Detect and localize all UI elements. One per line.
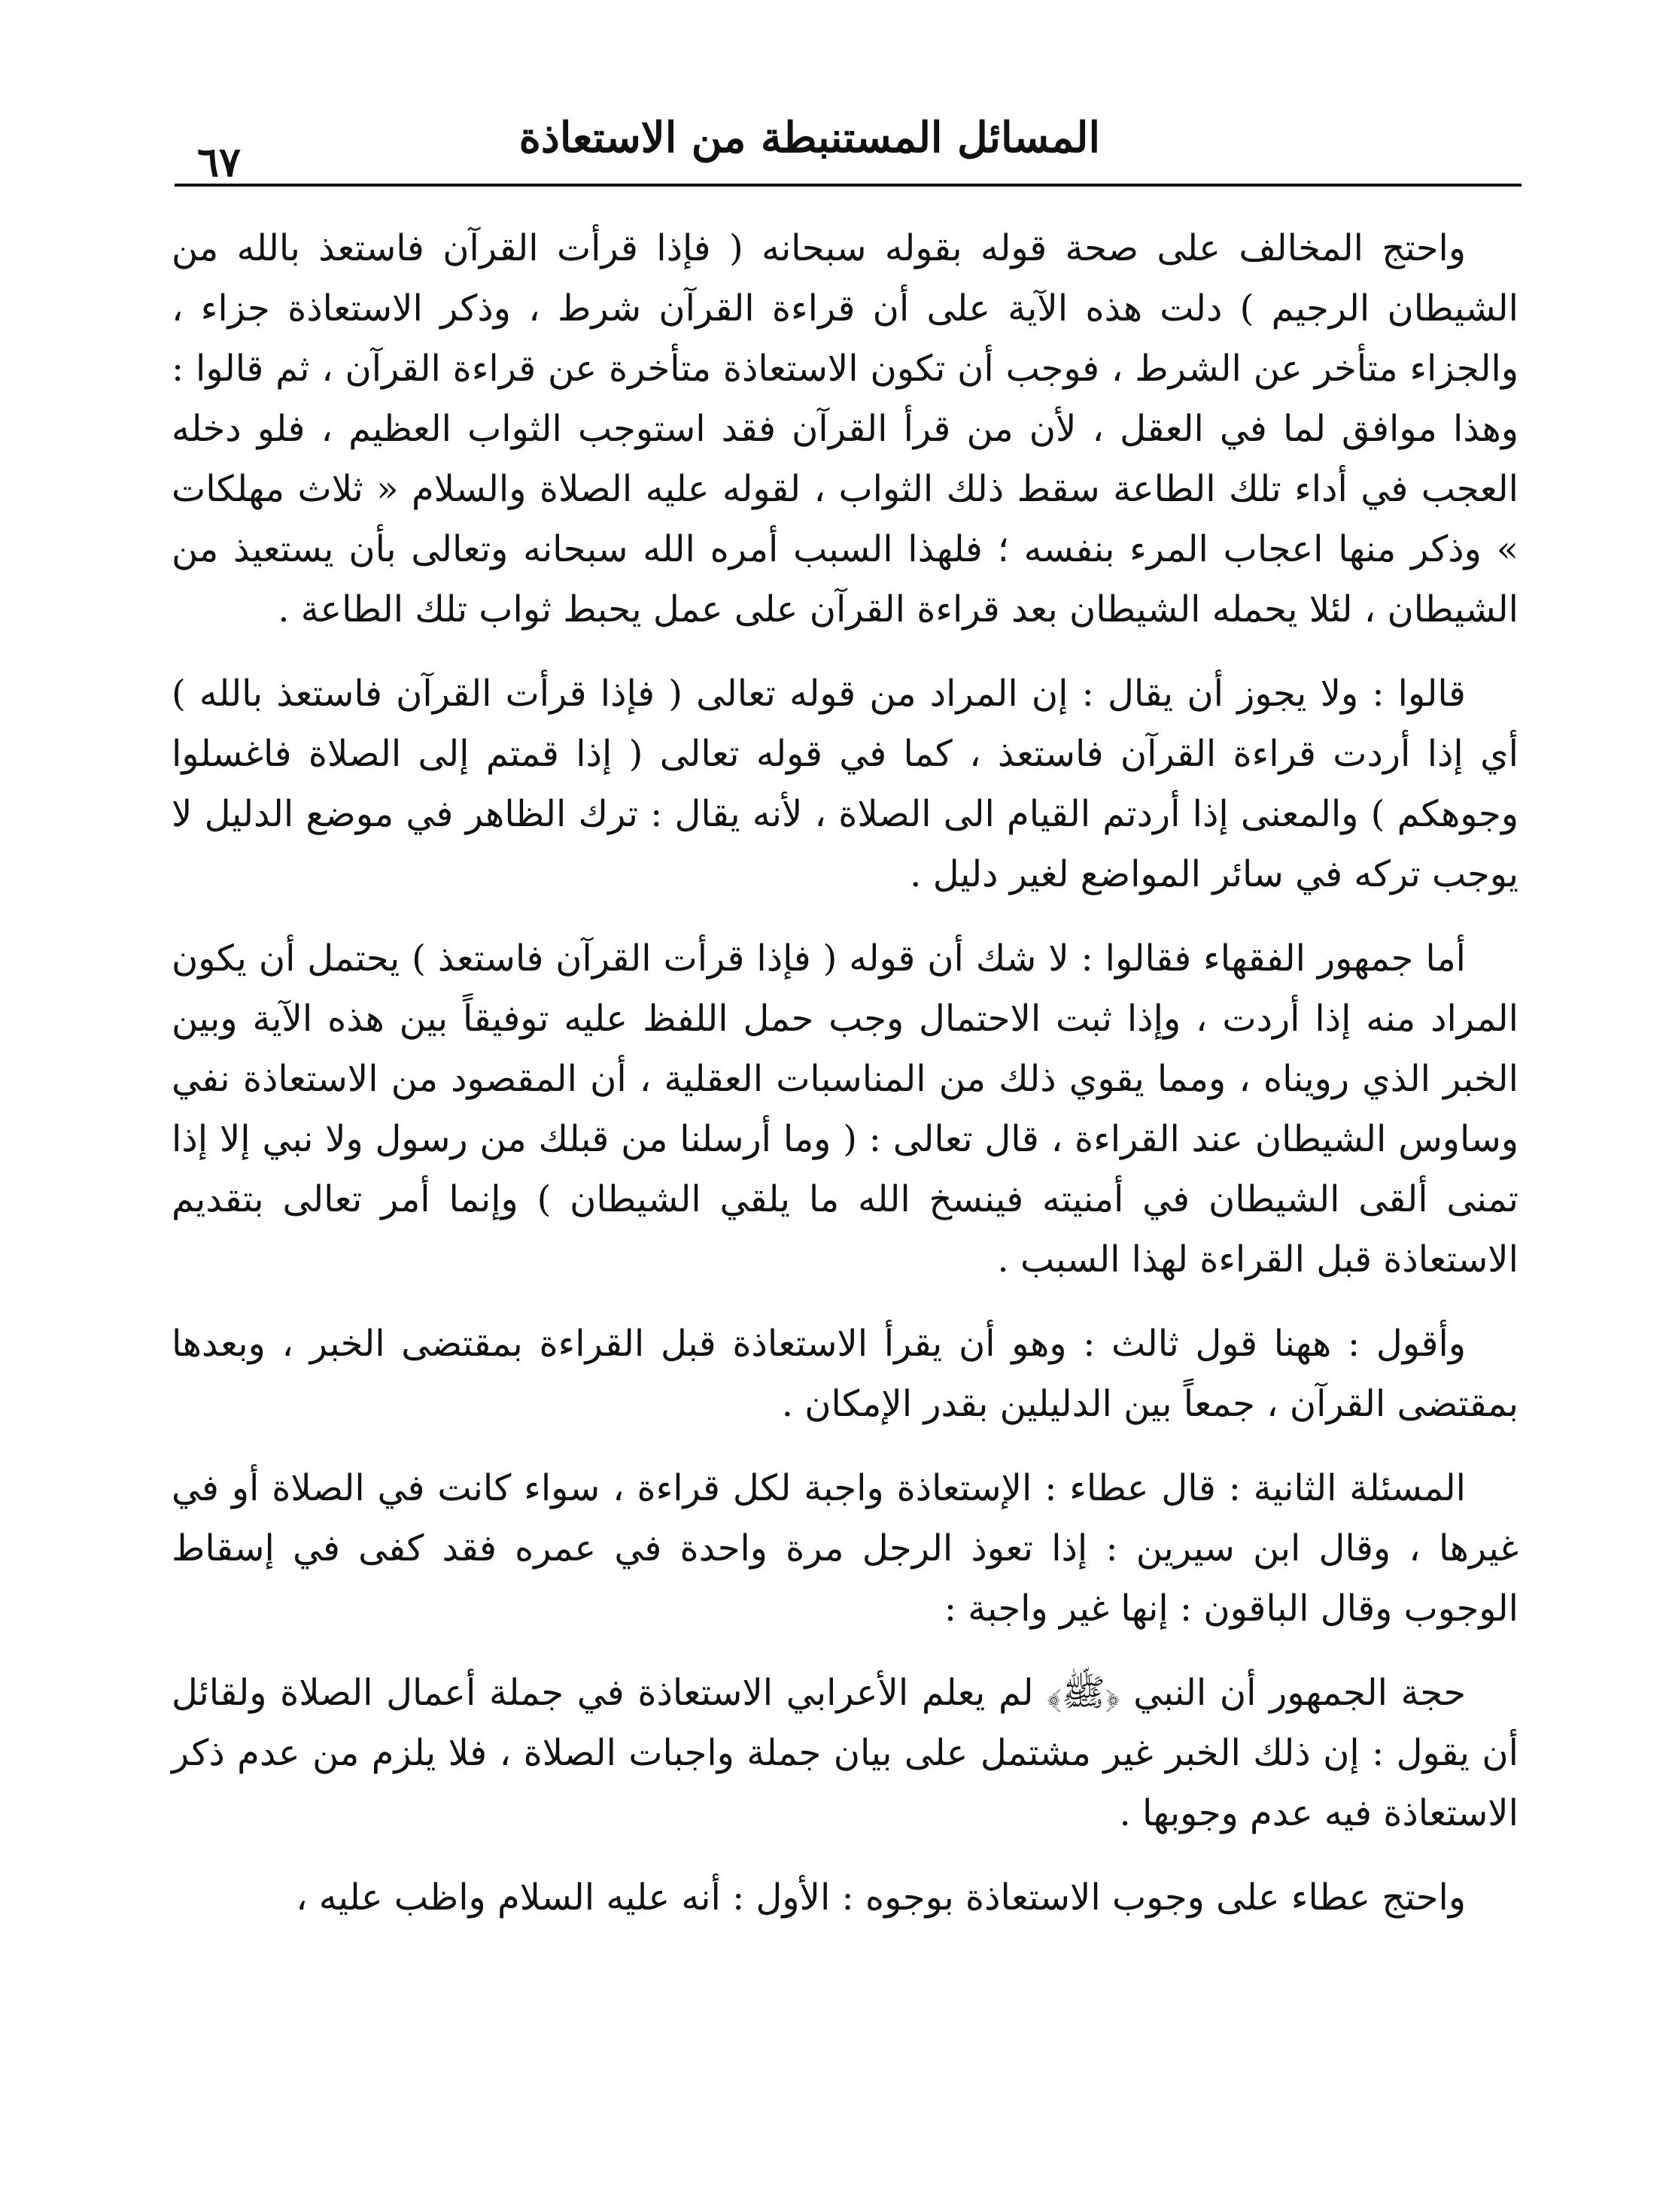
header-rule xyxy=(175,184,1522,187)
running-header xyxy=(175,104,1522,194)
paragraph-7: واحتج عطاء على وجوب الاستعاذة بوجوه : الأول : أنه عليه السلام واظب عليه ، xyxy=(296,1876,1466,1919)
paragraph-3: أما جمهور الفقهاء فقالوا : لا شك أن قوله ( فإذا قرأت القرآن فاستعذ ) يحتمل أن يكون المراد منه إذا أردت ، وإذا ثبت الاحتمال وجب حمل اللفظ عليه توفيقاً بين هذه الآية وبين الخبر الذي رويناه ، ومما يقوي ذلك من المناسبات العقلية ، أن المقصود من الاستعاذة نفي وساوس الشيطان عند القراءة ، قال تعالى : ( وما أرسلنا من قبلك من رسول ولا نبي إلا إذا تمنى ألقى الشيطان في أمنيته فينسخ الله ما يلقي الشيطان ) وإنما أمر تعالى بتقديم الاستعاذة قبل القراءة لهذا السبب . xyxy=(172,937,1518,1281)
header-title: المسائل المستنبطة من الاستعاذة xyxy=(518,113,1100,163)
page-number: ٦٧ xyxy=(197,138,242,186)
body-text xyxy=(172,218,1518,1952)
paragraph-4: وأقول : ههنا قول ثالث : وهو أن يقرأ الاستعاذة قبل القراءة بمقتضى الخبر ، وبعدها بمقتضى القرآن ، جمعاً بين الدليلين بقدر الإمكان . xyxy=(172,1323,1518,1425)
paragraph-2: قالوا : ولا يجوز أن يقال : إن المراد من قوله تعالى ( فإذا قرأت القرآن فاستعذ بالله ) أي إذا أردت قراءة القرآن فاستعذ ، كما في قوله تعالى ( إذا قمتم إلى الصلاة فاغسلوا وجوهكم ) والمعنى إذا أردتم القيام الى الصلاة ، لأنه يقال : ترك الظاهر في موضع الدليل لا يوجب تركه في سائر المواضع لغير دليل . xyxy=(172,673,1518,895)
paragraph-1: واحتج المخالف على صحة قوله بقوله سبحانه ( فإذا قرأت القرآن فاستعذ بالله من الشيطان الرجيم ) دلت هذه الآية على أن قراءة القرآن شرط ، وذكر الاستعاذة جزاء ، والجزاء متأخر عن الشرط ، فوجب أن تكون الاستعاذة متأخرة عن قراءة القرآن ، ثم قالوا : وهذا موافق لما في العقل ، لأن من قرأ القرآن فقد استوجب الثواب العظيم ، فلو دخله العجب في أداء تلك الطاعة سقط ذلك الثواب ، لقوله عليه الصلاة والسلام « ثلاث مهلكات » وذكر منها اعجاب المرء بنفسه ؛ فلهذا السبب أمره الله سبحانه وتعالى بأن يستعيذ من الشيطان ، لئلا يحمله الشيطان بعد قراءة القرآن على عمل يحبط ثواب تلك الطاعة . xyxy=(172,227,1518,630)
paragraph-6: حجة الجمهور أن النبي ﴿ﷺ﴾ لم يعلم الأعرابي الاستعاذة في جملة أعمال الصلاة ولقائل أن يقول : إن ذلك الخبر غير مشتمل على بيان جملة واجبات الصلاة ، فلا يلزم من عدم ذكر الاستعاذة فيه عدم وجوبها . xyxy=(172,1672,1519,1834)
paragraph-5: المسئلة الثانية : قال عطاء : الإستعاذة واجبة لكل قراءة ، سواء كانت في الصلاة أو في غيرها ، وقال ابن سيرين : إذا تعوذ الرجل مرة واحدة في عمره فقد كفى في إسقاط الوجوب وقال الباقون : إنها غير واجبة : xyxy=(172,1467,1518,1630)
